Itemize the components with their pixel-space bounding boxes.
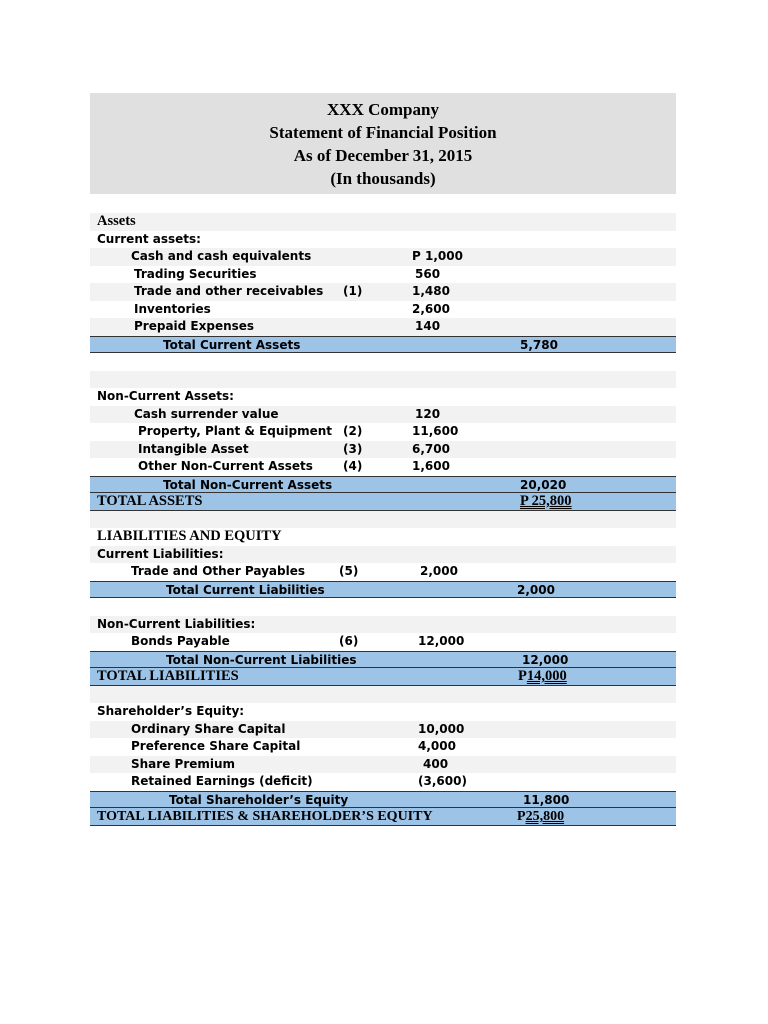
total-noncurrent-assets-row [90,476,676,494]
table-row [90,423,676,441]
total-noncurrent-assets-label: Total Non-Current Assets [163,477,333,492]
line-item-label: Cash surrender value [134,406,279,421]
line-item-label: Property, Plant & Equipment [138,424,333,438]
current-liabilities-heading-row [90,546,676,564]
line-item-amount: P 1,000 [412,249,463,263]
line-item-label: Bonds Payable [131,634,230,648]
spacer-row [90,371,676,389]
table-row [90,721,676,739]
line-item-amount: 560 [415,266,441,281]
line-item-label: Inventories [134,301,211,316]
line-item-amount: 400 [423,756,449,771]
line-item-ref: (3) [343,441,363,456]
table-row [90,283,676,301]
table-row [90,773,676,791]
company-name: XXX Company [327,100,439,119]
financial-statement [90,93,676,824]
liabilities-heading: LIABILITIES AND EQUITY [97,528,282,544]
total-equity-value: 11,800 [523,792,570,807]
total-liabilities-equity-row [90,808,676,826]
line-item-ref: (2) [343,424,363,438]
total-assets-value: P 25,800 [520,493,572,509]
line-item-label: Trade and Other Payables [131,564,306,578]
assets-heading: Assets [97,213,136,229]
noncurrent-liabilities-heading: Non-Current Liabilities: [97,616,256,631]
total-current-liabilities-label: Total Current Liabilities [166,582,325,597]
total-noncurrent-liabilities-row [90,651,676,669]
total-liabilities-equity-label: TOTAL LIABILITIES & SHAREHOLDER’S EQUITY [97,809,433,824]
assets-heading-row [90,213,676,231]
line-item-label: Trading Securities [134,266,257,281]
statement-rows [90,213,676,826]
total-equity-label: Total Shareholder’s Equity [169,792,349,807]
currency-prefix: P [518,668,527,684]
statement-title: Statement of Financial Position [269,123,497,142]
table-row [90,756,676,774]
statement-date: As of December 31, 2015 [293,146,473,165]
statement-header [90,93,676,194]
total-assets-label: TOTAL ASSETS [97,493,203,509]
line-item-label: Prepaid Expenses [134,319,255,333]
line-item-amount: 6,700 [412,441,450,456]
spacer-row [90,686,676,704]
line-item-label: Retained Earnings (deficit) [131,774,313,788]
line-item-ref: (6) [339,634,359,648]
total-liabilities-equity-value: 25,800 [525,809,565,824]
line-item-amount: 120 [415,406,441,421]
total-current-assets-label: Total Current Assets [163,337,301,352]
total-liabilities-amount [518,668,567,686]
spacer-row [90,353,676,371]
table-row [90,563,676,581]
line-item-amount: 2,000 [420,564,458,578]
line-item-ref: (4) [343,459,363,473]
total-liabilities-equity-amount [517,808,564,826]
line-item-label: Share Premium [131,756,236,771]
total-liabilities-row [90,668,676,686]
equity-heading-row [90,703,676,721]
total-current-assets-value: 5,780 [520,337,558,352]
table-row [90,458,676,476]
noncurrent-assets-heading: Non-Current Assets: [97,389,234,403]
total-liabilities-label: TOTAL LIABILITIES [97,668,239,684]
total-noncurrent-assets-value: 20,020 [520,477,567,492]
total-equity-row [90,791,676,809]
table-row [90,318,676,336]
line-item-amount: 1,600 [412,459,450,473]
line-item-label: Intangible Asset [138,441,249,456]
spacer-row [90,511,676,529]
table-row [90,441,676,459]
table-row [90,248,676,266]
total-current-liabilities-value: 2,000 [517,582,555,597]
line-item-label: Cash and cash equivalents [131,249,312,263]
current-assets-heading-row [90,231,676,249]
table-row [90,266,676,284]
currency-prefix: P [517,809,526,824]
liabilities-heading-row [90,528,676,546]
line-item-label: Other Non-Current Assets [138,459,313,473]
line-item-label: Ordinary Share Capital [131,721,286,736]
line-item-label: Preference Share Capital [131,739,301,753]
total-noncurrent-liabilities-label: Total Non-Current Liabilities [166,652,357,667]
total-assets-row [90,493,676,511]
line-item-amount: 4,000 [418,739,456,753]
noncurrent-liabilities-heading-row [90,616,676,634]
current-liabilities-heading: Current Liabilities: [97,546,224,561]
table-row [90,406,676,424]
line-item-ref: (5) [339,564,359,578]
line-item-label: Trade and other receivables [134,284,324,298]
total-noncurrent-liabilities-value: 12,000 [522,652,569,667]
total-liabilities-value: 14,000 [526,668,567,684]
equity-heading: Shareholder’s Equity: [97,704,245,718]
table-row [90,738,676,756]
spacer-row [90,598,676,616]
noncurrent-assets-heading-row [90,388,676,406]
current-assets-heading: Current assets: [97,231,201,246]
line-item-amount: 12,000 [418,634,465,648]
total-current-assets-row [90,336,676,354]
line-item-amount: (3,600) [418,774,467,788]
line-item-amount: 11,600 [412,424,459,438]
line-item-amount: 1,480 [412,284,450,298]
table-row [90,301,676,319]
total-current-liabilities-row [90,581,676,599]
line-item-amount: 10,000 [418,721,465,736]
line-item-amount: 2,600 [412,301,450,316]
statement-units: (In thousands) [330,169,436,188]
line-item-amount: 140 [415,319,441,333]
line-item-ref: (1) [343,284,363,298]
table-row [90,633,676,651]
